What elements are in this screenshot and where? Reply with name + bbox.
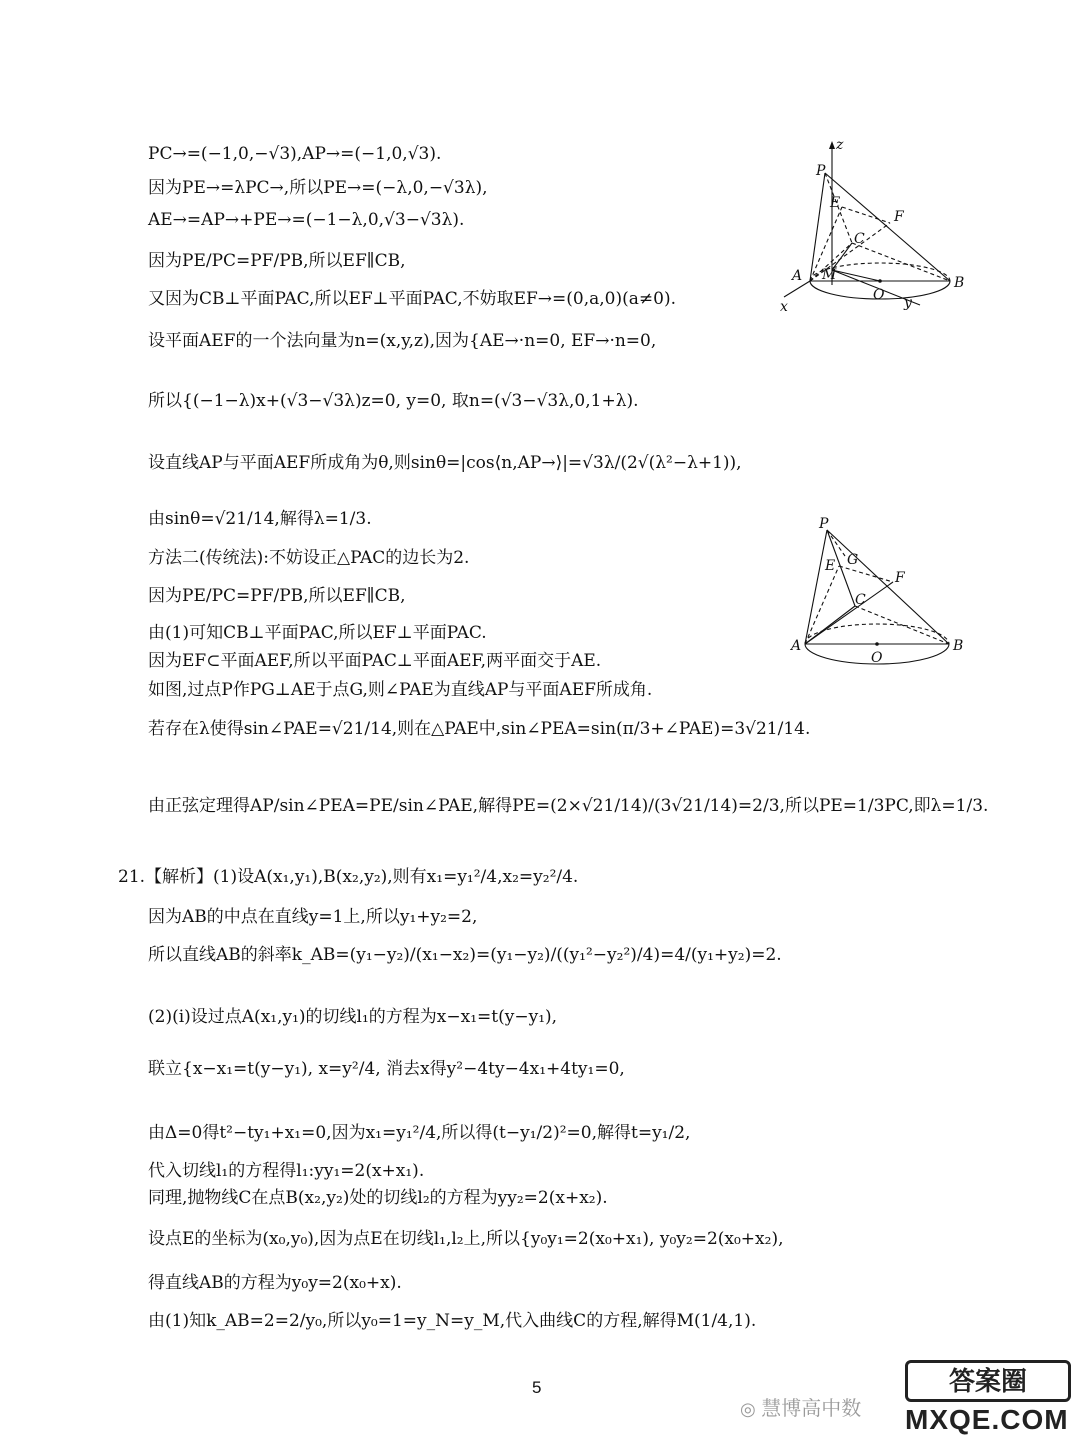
line-10: 方法二(传统法):不妨设正△PAC的边长为2. — [148, 548, 470, 568]
line-18: 因为AB的中点在直线y=1上,所以y₁+y₂=2, — [148, 907, 478, 927]
line-2: 因为PE→=λPC→,所以PE→=(−λ,0,−√3λ), — [148, 178, 488, 198]
line-7: 所以{(−1−λ)x+(√3−√3λ)z=0, y=0, 取n=(√3−√3λ,0,1+λ). — [148, 391, 639, 411]
line-1: PC→=(−1,0,−√3),AP→=(−1,0,√3). — [148, 144, 442, 164]
wechat-icon: ◎ — [740, 1399, 756, 1419]
line-23: 代入切线l₁的方程得l₁:yy₁=2(x+x₁). — [148, 1161, 425, 1181]
line-26: 得直线AB的方程为y₀y=2(x₀+x). — [148, 1273, 402, 1293]
fig1-edge-CB — [852, 243, 950, 281]
fig1-label-x: x — [780, 299, 788, 315]
fig1-label-E: E — [830, 195, 841, 211]
fig1-point-O — [878, 279, 882, 283]
line-25: 设点E的坐标为(x₀,y₀),因为点E在切线l₁,l₂上,所以{y₀y₁=2(x₀+x₁), y₀y₂=2(x₀+x₂), — [148, 1229, 784, 1249]
line-27: 由(1)知k_AB=2=2/y₀,所以y₀=1=y_N=y_M,代入曲线C的方程,解得M(1/4,1). — [148, 1311, 757, 1331]
fig1-label-O: O — [873, 287, 885, 303]
fig2-label-P: P — [819, 516, 829, 532]
line-13: 因为EF⊂平面AEF,所以平面PAC⊥平面AEF,两平面交于AE. — [148, 651, 602, 671]
line-21: 联立{x−x₁=t(y−y₁), x=y²/4, 消去x得y²−4ty−4x₁+4ty₁=0, — [148, 1059, 625, 1079]
watermark-logo: 答案圈 — [905, 1360, 1071, 1402]
fig1-label-F: F — [894, 209, 904, 225]
line-8: 设直线AP与平面AEF所成角为θ,则sinθ=|cos⟨n,AP→⟩|=√3λ/(2√(λ²−λ+1)), — [148, 453, 742, 473]
fig1-edge-PB — [825, 173, 950, 281]
line-15: 若存在λ使得sin∠PAE=√21/14,则在△PAE中,sin∠PEA=sin(π/3+∠PAE)=3√21/14. — [148, 719, 811, 739]
line-4: 因为PE/PC=PF/PB,所以EF∥CB, — [148, 251, 406, 271]
line-3: AE→=AP→+PE→=(−1−λ,0,√3−√3λ). — [148, 210, 465, 230]
fig1-label-y: y — [904, 295, 912, 311]
line-11: 因为PE/PC=PF/PB,所以EF∥CB, — [148, 586, 406, 606]
fig2-edge-PB — [827, 530, 949, 644]
fig2-label-F: F — [895, 570, 905, 586]
line-6: 设平面AEF的一个法向量为n=(x,y,z),因为{AE→·n=0, EF→·n=0, — [148, 331, 657, 351]
fig2-label-C: C — [855, 592, 866, 608]
fig1-label-P: P — [816, 163, 826, 179]
line-24: 同理,抛物线C在点B(x₂,y₂)处的切线l₂的方程为yy₂=2(x+x₂). — [148, 1188, 608, 1208]
fig1-label-A: A — [792, 268, 803, 284]
line-20: (2)(i)设过点A(x₁,y₁)的切线l₁的方程为x−x₁=t(y−y₁), — [148, 1007, 558, 1027]
fig2-label-G: G — [847, 552, 859, 568]
line-16: 由正弦定理得AP/sin∠PEA=PE/sin∠PAE,解得PE=(2×√21/14)/(3√21/14)=2/3,所以PE=1/3PC,即λ=1/3. — [148, 796, 989, 816]
fig2-label-B: B — [953, 638, 964, 654]
watermark-account-text: 慧博高中数 — [761, 1398, 862, 1420]
line-9: 由sinθ=√21/14,解得λ=1/3. — [148, 509, 372, 529]
line-12: 由(1)可知CB⊥平面PAC,所以EF⊥平面PAC. — [148, 623, 487, 643]
fig1-label-B: B — [954, 275, 965, 291]
fig2-edge-PG — [827, 530, 845, 556]
fig1-label-M: M — [822, 267, 837, 283]
fig2-label-A: A — [791, 638, 802, 654]
fig2-edge-PA — [805, 530, 827, 644]
fig1-label-C: C — [854, 231, 865, 247]
fig2-edge-CB — [855, 606, 949, 644]
line-19: 所以直线AB的斜率k_AB=(y₁−y₂)/(x₁−x₂)=(y₁−y₂)/((y₁²−y₂²)/4)=4/(y₁+y₂)=2. — [148, 945, 782, 965]
fig1-label-z: z — [836, 137, 844, 153]
fig1-z-arrow — [829, 141, 835, 149]
fig1-edge-EF — [842, 207, 890, 223]
fig2-point-O — [875, 642, 879, 646]
line-22: 由Δ=0得t²−ty₁+x₁=0,因为x₁=y₁²/4,所以得(t−y₁/2)²=0,解得t=y₁/2, — [148, 1123, 691, 1143]
line-17: 21.【解析】(1)设A(x₁,y₁),B(x₂,y₂),则有x₁=y₁²/4,x₂=y₂²/4. — [118, 867, 579, 887]
fig2-label-O: O — [871, 650, 883, 666]
watermark-account — [740, 1392, 861, 1421]
figure-1-pyramid-coordinate — [770, 135, 980, 315]
page-number: 5 — [532, 1378, 542, 1397]
line-14: 如图,过点P作PG⊥AE于点G,则∠PAE为直线AP与平面AEF所成角. — [148, 680, 653, 700]
fig2-label-E: E — [825, 558, 836, 574]
figure-2-pyramid — [775, 510, 975, 685]
line-5: 又因为CB⊥平面PAC,所以EF⊥平面PAC,不妨取EF→=(0,a,0)(a≠0). — [148, 289, 676, 309]
fig2-edge-EF — [839, 566, 893, 582]
watermark-site: MXQE.COM — [905, 1404, 1069, 1435]
